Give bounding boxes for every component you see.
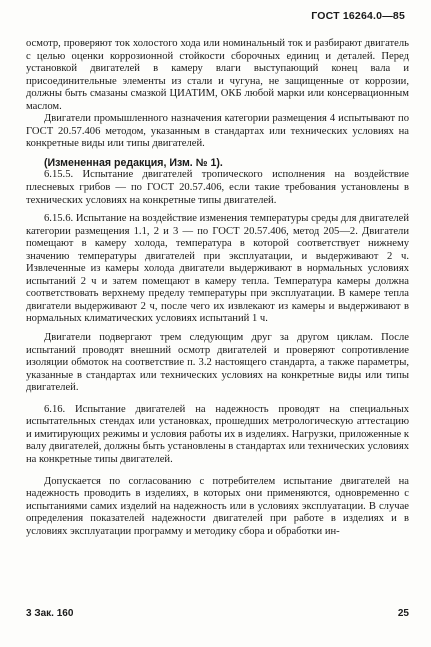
paragraph-6-15-6: 6.15.6. Испытание на воздействие изменения температуры среды для двигателей категории размещения 1.1, 2 и 3 — по ГОСТ 20.57.406, метод 205—2. Двигатели помещают в камеру холода, температура в которой соответствует нижнему значению температуры двигателей при эксплуатации, и выдерживают 2 ч. Извлеченные из камеры холода двигатели выдерживают в нормальных условиях испытаний 2 ч и затем помещают в камеру тепла. Температура камеры должна соответствовать верхнему пределу температуры при эксплуатации. В камере тепла двигатели выдерживают 2 ч, после чего их извлекают из камеры и выдерживают в нормальных климатических условиях испытаний 1 ч. (26, 213, 409, 325)
paragraph-cycles: Двигатели подвергают трем следующим друг за другом циклам. После испытаний проводят внешний осмотр двигателей и проверяют сопротивление изоляции обмоток на соответствие п. 3.2 настоящего стандарта, а также параметры, указанные в стандартах или технических условиях на конкретные виды или типы двигателей. (26, 332, 409, 394)
document-body (26, 38, 409, 538)
order-number: 3 Зак. 160 (26, 608, 74, 619)
paragraph-reliability-in-products: Допускается по согласованию с потребителем испытание двигателей на надежность проводить в изделиях, в которых они применяются, одновременно с испытаниями самих изделий на надежность или в условиях эксплуатации. В случае определения показателей надежности двигателей при работе в изделиях и в условиях эксплуатации программу и методику сбора и обработки ин- (26, 475, 409, 537)
paragraph-6-15-5: 6.15.5. Испытание двигателей тропического исполнения на воздействие плесневых грибов — по ГОСТ 20.57.406, если такие требования установлены в технических условиях на конкретные типы двигателей. (26, 169, 409, 206)
standard-number-header: ГОСТ 16264.0—85 (311, 10, 405, 22)
paragraph-inspection-continuation: осмотр, проверяют ток холостого хода или номинальный ток и разбирают двигатель с целью оценки коррозионной стойкости сборочных единиц и деталей. Перед установкой двигателей в камеру влаги выступающий конец вала и присоединительные элементы из стали и чугуна, не защищенные от коррозии, должны быть смазаны смазкой ЦИАТИМ, ОКБ любой марки или консервационным маслом. (26, 38, 409, 112)
paragraph-6-16: 6.16. Испытание двигателей на надежность проводят на специальных испытательных стендах или установках, прошедших метрологическую аттестацию и имитирующих режимы и условия работы их в изделиях. Нагрузки, приложенные к валу двигателей, должны быть установлены в стандартах или технических условиях на конкретные типы двигателей. (26, 403, 409, 465)
page-number: 25 (397, 608, 409, 619)
paragraph-industrial-motors: Двигатели промышленного назначения категории размещения 4 испытывают по ГОСТ 20.57.406 методом, указанным в стандартах или технических условиях на конкретные виды или типы двигателей. (26, 113, 409, 150)
amendment-note: (Измененная редакция, Изм. № 1). (44, 156, 223, 169)
